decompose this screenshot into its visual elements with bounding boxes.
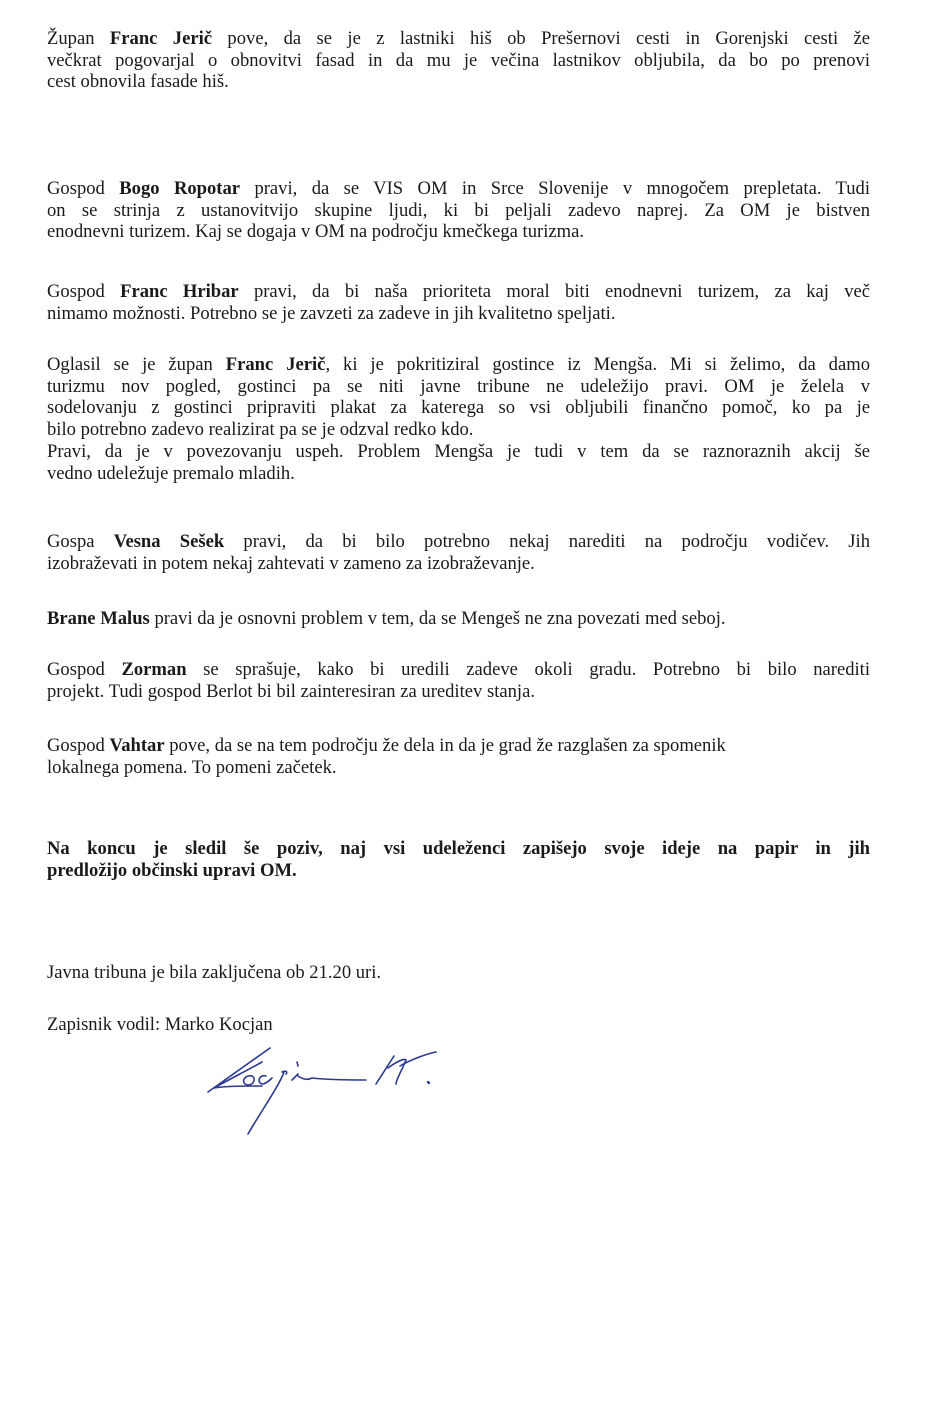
text-line: Oglasil se je župan Franc Jerič, ki je pokritiziral gostince iz Mengša. Mi si želimo, da damo [47, 354, 870, 375]
text-line: lokalnega pomena. To pomeni začetek. [47, 756, 337, 778]
text-line: izobraževati in potem nekaj zahtevati v zameno za izobraževanje. [47, 552, 535, 574]
text-line: predložijo občinski upravi OM. [47, 859, 297, 881]
text-line: Na koncu je sledil še poziv, naj vsi udeleženci zapišejo svoje ideje na papir in jih [47, 838, 870, 859]
signature [200, 1040, 470, 1140]
text-line: Župan Franc Jerič pove, da se je z lastniki hiš ob Prešernovi cesti in Gorenjski cesti že [47, 28, 871, 49]
paragraph-malus [47, 608, 870, 630]
text-line: turizmu nov pogled, gostinci pa se niti javne tribune ne udeležijo pravi. OM je želela v [47, 375, 870, 397]
text-line: Gospod Franc Hribar pravi, da bi naša prioriteta moral biti enodnevni turizem, za kaj več [47, 281, 871, 302]
minutes-author [47, 1014, 870, 1036]
paragraph-jeric-1 [47, 28, 870, 93]
text-line: bilo potrebno zadevo realizirat pa se je odzval redko kdo. [47, 419, 474, 441]
text-line: projekt. Tudi gospod Berlot bi bil zainteresiran za ureditev stanja. [47, 680, 535, 702]
text-line: Gospod Vahtar pove, da se na tem področju že dela in da je grad že razglašen za spomenik [47, 735, 726, 756]
paragraph-vahtar [47, 735, 870, 778]
speaker-name: Vesna Sešek [113, 531, 225, 552]
text-line: Zapisnik vodil: Marko Kocjan [47, 1014, 273, 1035]
text-line: cest obnovila fasade hiš. [47, 71, 229, 93]
text-line: Javna tribuna je bila zaključena ob 21.20 uri. [47, 962, 382, 983]
speaker-name: Bogo Ropotar [119, 178, 241, 199]
text-line: nimamo možnosti. Potrebno se je zavzeti za zadeve in jih kvalitetno speljati. [47, 302, 616, 324]
text-line: Gospod Zorman se sprašuje, kako bi uredili zadeve okoli gradu. Potrebno bi bilo narediti [47, 659, 870, 680]
text-line: Gospod Bogo Ropotar pravi, da se VIS OM in Srce Slovenije v mnogočem prepletata. Tudi [47, 178, 871, 199]
speaker-name: Franc Hribar [120, 281, 239, 302]
text-line: sodelovanju z gostinci pripraviti plakat za katerega so vsi obljubili finančno pomoč, ko pa je [47, 397, 870, 419]
text-line: Gospa Vesna Sešek pravi, da bi bilo potrebno nekaj narediti na področju vodičev. Jih [47, 531, 871, 552]
speaker-name: Franc Jerič [225, 354, 326, 375]
paragraph-hribar [47, 281, 870, 324]
speaker-name: Vahtar [109, 735, 165, 756]
speaker-name: Brane Malus [47, 608, 150, 629]
paragraph-zorman [47, 659, 870, 702]
text-line: Brane Malus pravi da je osnovni problem v tem, da se Mengeš ne zna povezati med seboj. [47, 608, 726, 629]
text-line: enodnevni turizem. Kaj se dogaja v OM na področju kmečkega turizma. [47, 221, 584, 243]
text-line: on se strinja z ustanovitvijo skupine ljudi, ki bi peljali zadevo naprej. Za OM je bistven [47, 199, 870, 221]
text-line: Pravi, da je v povezovanju uspeh. Problem Mengša je tudi v tem da se raznoraznih akcij še [47, 440, 870, 462]
text-line: večkrat pogovarjal o obnovitvi fasad in da mu je večina lastnikov obljubila, da bo po prenovi [47, 49, 870, 71]
closing-call-paragraph [47, 838, 870, 881]
text-line: vedno udeležuje premalo mladih. [47, 462, 295, 484]
speaker-name: Franc Jerič [109, 28, 213, 49]
paragraph-jeric-2 [47, 354, 870, 484]
closing-time [47, 962, 870, 984]
paragraph-ropotar [47, 178, 870, 243]
speaker-name: Zorman [121, 659, 187, 680]
paragraph-sesek [47, 531, 870, 574]
